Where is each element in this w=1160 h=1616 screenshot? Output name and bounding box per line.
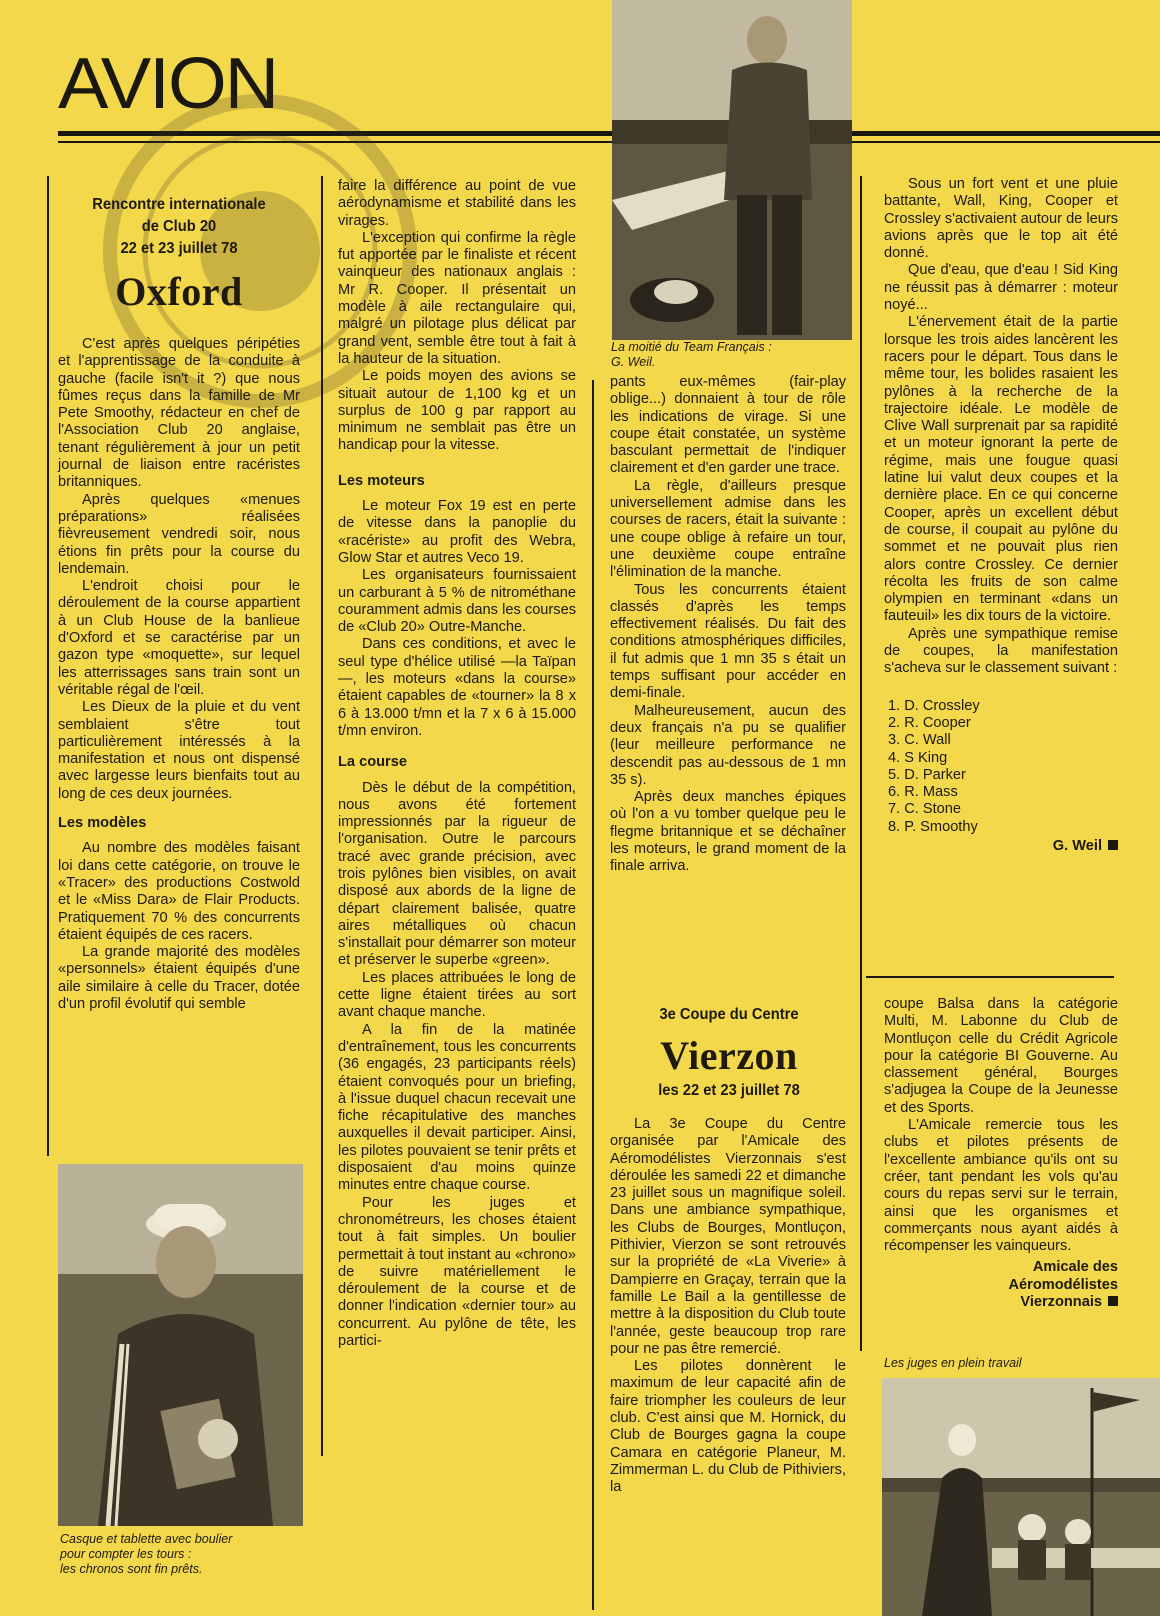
end-square-icon	[1108, 840, 1118, 850]
result-item: 4. S King	[888, 749, 948, 766]
paragraph: Dès le début de la compétition, nous avons été fortement impressionnés par la rigueur de l'organisation. Outre le parcours tracé avec grande précision, avec trois pylônes bien visibles, on avait disposé aux abords de la ligne de départ clairement balisée, quatre aires métalliques où chacun s'installait pour démarrer son moteur et préserver le superbe «green».	[338, 779, 576, 969]
paragraph: faire la différence au point de vue aérodynamisme et stabilité dans les virages.	[338, 178, 576, 229]
paragraph: Au nombre des modèles faisant loi dans cette catégorie, on trouve le «Tracer» des productions Costwold et le «Miss Dara» de Flair Products. Pratiquement 70 % des concurrents étaient équipés de ces racers.	[58, 840, 300, 943]
masthead-rule-right	[852, 131, 1160, 136]
vierzon-title: Vierzon	[660, 1033, 798, 1078]
result-item: 7. C. Stone	[888, 801, 962, 818]
paragraph: L'exception qui confirme la règle fut apportée par le finaliste et récent vainqueur des nationaux anglais : Mr R. Cooper. Il présentait un modèle à aile rectangulaire qui, malgré un pilotage plus délicat par grand vent, semble être tout à fait à la hauteur de la situation.	[338, 229, 576, 367]
column-rule-3	[592, 380, 594, 1610]
oxford-column-1	[58, 194, 300, 1013]
photo-timekeeper-art	[58, 1164, 303, 1526]
result-item: 2. R. Cooper	[888, 714, 971, 731]
oxford-column-4	[884, 176, 1118, 855]
oxford-kicker: Rencontre internationale de Club 20 22 et 23 juillet 78	[92, 196, 266, 257]
results-list	[884, 698, 1118, 836]
caption-juges: Les juges en plein travail	[884, 1356, 1022, 1370]
paragraph: La règle, d'ailleurs presque universellement admise dans les courses de racers, était la suivante : une coupe oblige à refaire un tour, une deuxième coupe entraîne l'élimination de la manche.	[610, 477, 846, 581]
paragraph: Le poids moyen des avions se situait autour de 1,100 kg et un surplus de 100 g par rapport au minimum ne semblait pas être un handicap pour la vitesse.	[338, 368, 576, 454]
caption-timekeeper: Casque et tablette avec boulier pour compter les tours : les chronos sont fin prêts.	[60, 1532, 233, 1576]
paragraph: Après deux manches épiques où l'on a vu tomber quelque peu le flegme britannique et se déchaîner les moteurs, le grand moment de la finale arriva.	[610, 789, 846, 875]
paragraph: Malheureusement, aucun des deux français n'a pu se qualifier (leur meilleure performance ne descendit pas au-dessous de 1 mn 35 s).	[610, 702, 846, 788]
paragraph: Dans ces conditions, et avec le seul type d'hélice utilisé —la Taïpan—, les moteurs «dans la course» étaient capables de «tourner» la 8 x 6 à 13.000 t/mn et la 7 x 6 à 15.000 t/mn environ.	[338, 636, 576, 739]
paragraph: Les organisateurs fournissaient un carburant à 5 % de nitrométhane couramment admis dans les courses de «Club 20» Outre-Manche.	[338, 567, 576, 636]
vierzon-column-3	[610, 1116, 846, 1497]
subhead-course: La course	[338, 754, 407, 771]
subhead-moteurs: Les moteurs	[338, 472, 425, 489]
column-rule-1	[47, 176, 49, 1156]
end-square-icon	[1108, 1296, 1118, 1306]
photo-timekeeper	[58, 1164, 303, 1526]
column-rule-2	[321, 176, 323, 1456]
paragraph: Les pilotes donnèrent le maximum de leur capacité afin de faire triompher les couleurs de leur club. C'est ainsi que M. Hornick, du Club de Bourges gagna la coupe Camara en catégorie Planeur, M. Zimmerman L. du Club de Pithiviers, la	[610, 1358, 847, 1496]
paragraph: C'est après quelques péripéties et l'apprentissage de la conduite à gauche (facile isn't it ?) que nous fûmes reçus dans la famille de Mr Pete Smoothy, rédacteur en chef de l'Association Club 20 anglaise, tenant régulièrement à jour un petit journal de liaison entre racéristes britanniques.	[58, 336, 300, 491]
paragraph: Le moteur Fox 19 est en perte de vitesse dans la panoplie du «racériste» au profit des Webra, Glow Star et autres Veco 19.	[338, 498, 576, 566]
oxford-column-3	[610, 374, 846, 876]
paragraph: Que d'eau, que d'eau ! Sid King ne réussit pas à démarrer : moteur noyé...	[884, 262, 1118, 314]
section-masthead: AVION	[58, 44, 278, 124]
paragraph: L'Amicale remercie tous les clubs et pilotes présents de l'excellente ambiance qu'ils ont su créer, tant pendant les vols qu'au cours du repas servi sur le terrain, ainsi que les organismes et commerçants nous ayant aidés à récompenser les vainqueurs.	[884, 1117, 1118, 1255]
oxford-title: Oxford	[115, 269, 243, 314]
photo-juges-art	[882, 1378, 1160, 1616]
masthead-rule-left-thin	[58, 141, 612, 143]
paragraph: pants eux-mêmes (fair-play oblige...) donnaient à tour de rôle les indications de virage. Si une coupe était constatée, un système basculant permettait de l'indiquer clairement et d'en garder une trace.	[610, 374, 846, 477]
paragraph: Après une sympathique remise de coupes, la manifestation s'acheva sur le classement suivant :	[884, 625, 1118, 677]
masthead-rule-left	[58, 131, 612, 136]
result-item: 1. D. Crossley	[888, 697, 980, 714]
paragraph: Pour les juges et chronométreurs, les choses étaient tout à fait simples. Un boulier permettait à tout instant au «chrono» de suivre matériellement le déroulement de la course et de donner l'indication «dernier tour» au concurrent. Au pylône de tête, les partici-	[338, 1194, 576, 1349]
paragraph: L'énervement était de la partie lorsque les trois aides lancèrent les racers pour le départ. Tous dans le même tour, les bolides rasaient les pylônes à la recherche de la trajectoire idéale. Le modèle de Clive Wall surprenait par sa rapidité et un moteur ignorant la perte de régime, mais une fougue quasi latine lui valut deux coupes et la dernière place. En ce qui concerne Cooper, après un excellent début de course, il coupait au pylône du sommet et ne pouvait plus rien alors contre Crossley. Ce dernier récolta les fruits de son calme olympien en terminant «dans un fauteuil» les dix tours de la victoire.	[884, 314, 1118, 625]
paragraph: L'endroit choisi pour le déroulement de la course appartient à un Club House de la banlieue d'Oxford et se caractérise par un gazon type «moquette», sur lequel les atterrissages sans train sont un véritable régal de l'œil.	[58, 578, 300, 698]
paragraph: Tous les concurrents étaient classés d'après les temps effectivement réalisés. Du fait des conditions atmosphériques difficiles, il fut admis que 1 mn 35 s était un temps suffisant pour accéder en demi-finale.	[610, 581, 846, 702]
paragraph: La grande majorité des modèles «personnels» étaient équipés d'une aile similaire à celle du Tracer, dotée d'un profil évolutif qui semble	[58, 944, 300, 1012]
photo-juges	[882, 1378, 1160, 1616]
paragraph: A la fin de la matinée d'entraînement, tous les concurrents (36 engagés, 23 participants réels) étaient convoqués pour un briefing, à l'issue duquel chacun recevait une fiche récapitulative des manches auxquelles il devait participer. Ainsi, les pilotes pouvaient se tenir prêts et disposaient d'au moins quinze minutes entre chaque course.	[338, 1021, 576, 1194]
photo-team-francais	[612, 0, 852, 340]
subhead-modeles: Les modèles	[58, 815, 147, 832]
paragraph: Sous un fort vent et une pluie battante, Wall, King, Cooper et Crossley s'activaient autour de leurs avions après que le top ait été donné.	[884, 176, 1118, 262]
photo-team-francais-art	[612, 0, 852, 340]
oxford-signature: G. Weil	[884, 838, 1118, 855]
vierzon-column-4	[884, 996, 1118, 1311]
section-divider	[866, 976, 1114, 978]
vierzon-signature: Amicale des Aéromodélistes Vierzonnais	[1008, 1259, 1118, 1311]
caption-team-francais: La moitié du Team Français : G. Weil.	[611, 340, 772, 369]
paragraph: Les places attribuées le long de cette ligne étaient tirées au sort avant chaque manche.	[338, 969, 576, 1021]
vierzon-kicker-1: 3e Coupe du Centre	[659, 1006, 799, 1023]
vierzon-kicker-2: les 22 et 23 juillet 78	[658, 1082, 800, 1099]
result-item: 5. D. Parker	[888, 766, 966, 783]
paragraph: Après quelques «menues préparations» réalisées fièvreusement vendredi soir, nous étions fin prêts pour la course du lendemain.	[58, 491, 300, 577]
oxford-column-2	[338, 178, 576, 1350]
vierzon-header	[612, 1004, 846, 1102]
result-item: 6. R. Mass	[888, 784, 958, 801]
paragraph: Les Dieux de la pluie et du vent semblaient s'être tout particulièrement intéressés à la manifestation et nous ont dispensé avec largesse leurs bienfaits tout au long de ces deux journées.	[58, 699, 300, 802]
paragraph: La 3e Coupe du Centre organisée par l'Amicale des Aéromodélistes Vierzonnais s'est déroulée les samedi 22 et dimanche 23 juillet sous un magnifique soleil. Dans une ambiance sympathique, les Clubs de Bourges, Montluçon, Pithivier, Vierzon se sont retrouvés sur la propriété de «La Viverie» à Dampierre en Graçay, terrain que la famille Le Bail a la gentillesse de mettre à la disposition du Club toute l'année, geste beaucoup trop rare pour ne pas être remercié.	[610, 1116, 846, 1357]
column-rule-4	[860, 176, 862, 1351]
paragraph: coupe Balsa dans la catégorie Multi, M. Labonne du Club de Montluçon celle du Crédit Agricole pour la catégorie BI Gouverne. Au classement général, Bourges s'adjugea la Coupe de la Jeunesse et des Sports.	[884, 996, 1118, 1116]
result-item: 8. P. Smoothy	[888, 818, 978, 835]
result-item: 3. C. Wall	[888, 732, 951, 749]
masthead-rule-right-thin	[852, 141, 1160, 143]
